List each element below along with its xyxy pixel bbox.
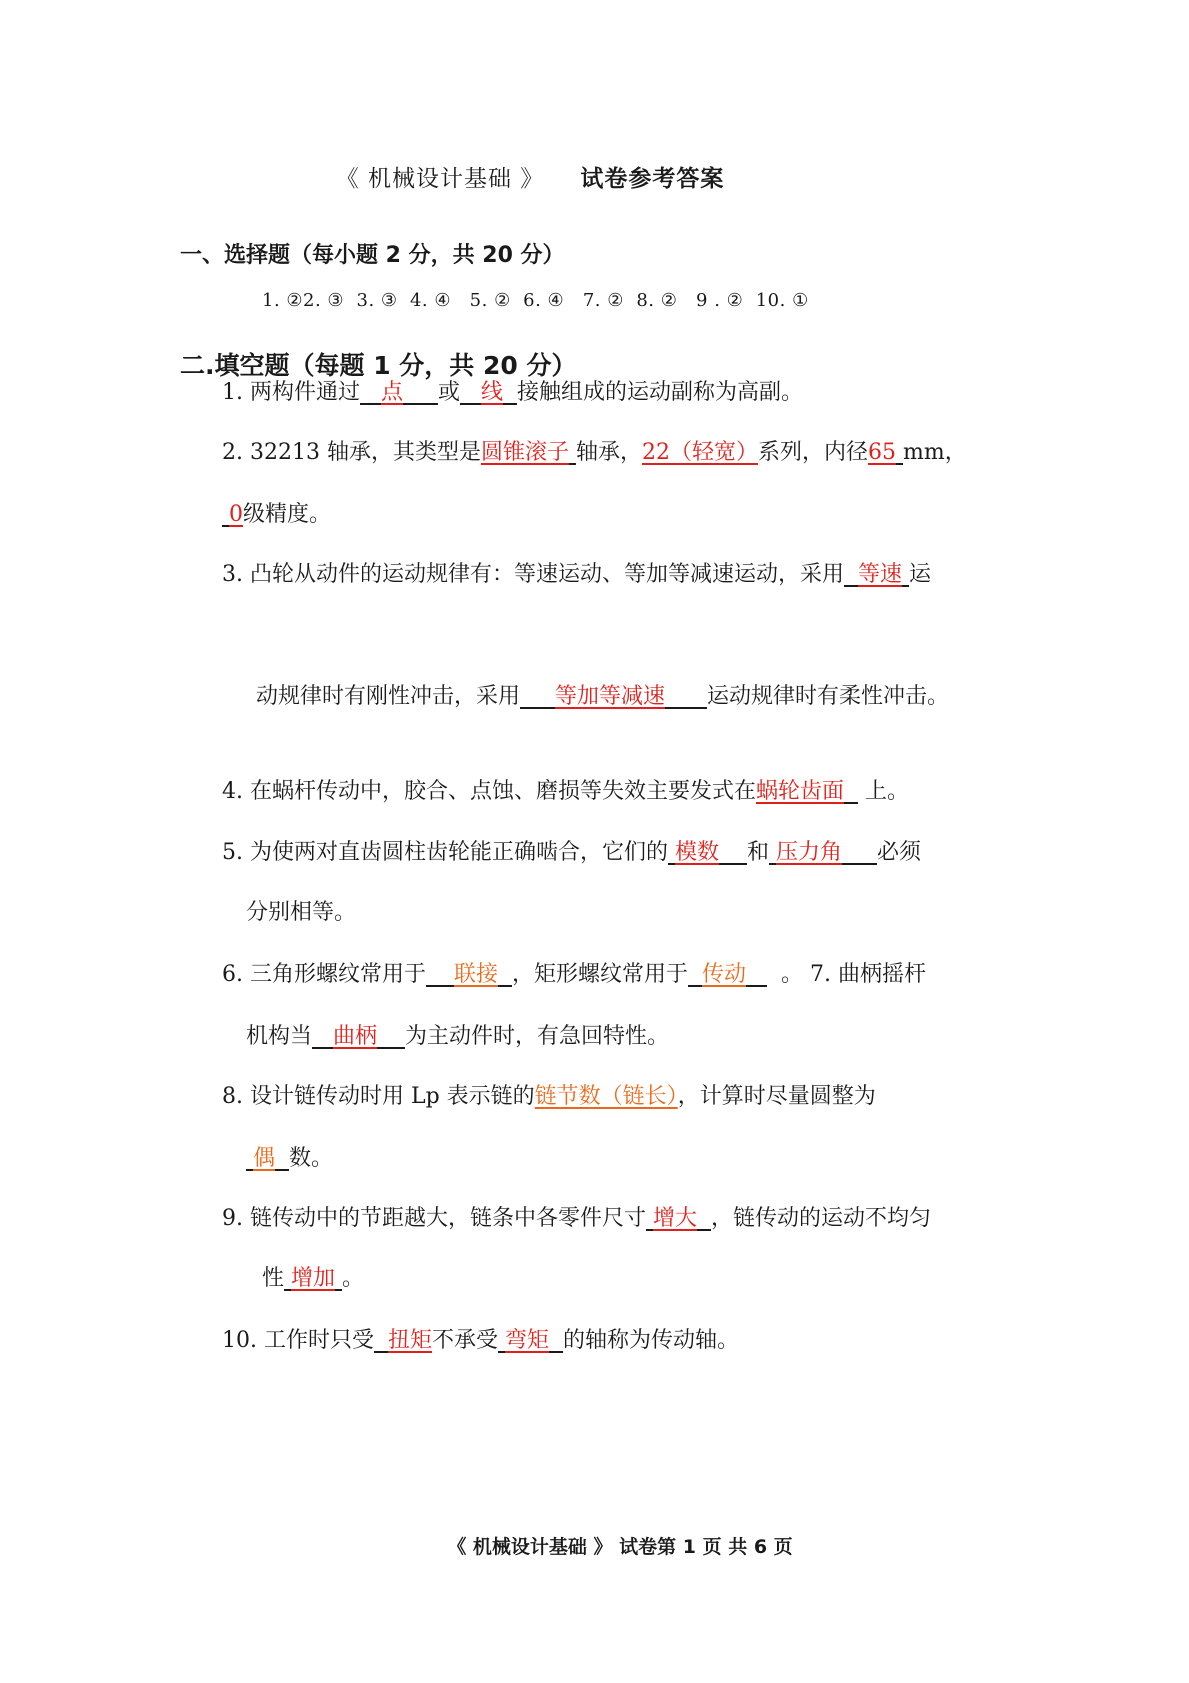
question-10: 10. 工作时只受 扭矩不承受 弯矩 的轴称为传动轴。 [222, 1328, 740, 1353]
document-title [0, 160, 1060, 193]
question-2: 2. 32213 轴承，其类型是圆锥滚子 轴承，22（轻宽）系列，内径65 mm， [222, 440, 967, 465]
answer-10a: 扭矩 [387, 1328, 432, 1353]
course-title: 《 机械设计基础 》 [335, 166, 545, 192]
answer-5a: 模数 [675, 840, 720, 865]
answer-2c: 65 [868, 440, 897, 465]
question-6: 6. 三角形螺纹常用于 联接 ，矩形螺纹常用于 传动 。 7. 曲柄摇杆 [222, 962, 926, 987]
question-7-cont: 机构当 曲柄 为主动件时，有急回特性。 [246, 1024, 670, 1049]
question-4: 4. 在蜗杆传动中，胶合、点蚀、磨损等失效主要发式在蜗轮齿面 上。 [222, 779, 910, 804]
question-3-cont: 动规律时有刚性冲击，采用 等加等减速 运动规律时有柔性冲击。 [256, 684, 949, 709]
answer-9a: 增大 [653, 1206, 698, 1231]
answer-6a: 联接 [453, 962, 498, 987]
answer-1a: 点 [380, 380, 403, 405]
answer-8a: 链节数（链长） [534, 1084, 678, 1109]
answer-7a: 曲柄 [333, 1024, 378, 1049]
answer-2b: 22（轻宽） [642, 440, 758, 465]
answer-5b: 压力角 [776, 840, 843, 865]
question-9-cont: 性 增加 。 [262, 1266, 365, 1291]
question-9: 9. 链传动中的节距越大，链条中各零件尺寸 增大 ，链传动的运动不均匀 [222, 1206, 932, 1231]
section1-heading: 一、选择题（每小题 2 分，共 20 分） [180, 243, 565, 268]
answer-10b: 弯矩 [505, 1328, 550, 1353]
page-footer: 《 机械设计基础 》 试卷第 1 页 共 6 页 [447, 1536, 793, 1558]
answer-9b: 增加 [291, 1266, 336, 1291]
section2-heading: 二.填空题（每题 1 分，共 20 分） [180, 351, 577, 380]
question-8: 8. 设计链传动时用 Lp 表示链的链节数（链长），计算时尽量圆整为 [222, 1084, 876, 1109]
question-3: 3. 凸轮从动件的运动规律有：等速运动、等加等减速运动，采用 等速 运 [222, 562, 932, 587]
question-5-cont: 分别相等。 [246, 900, 357, 925]
answer-4a: 蜗轮齿面 [756, 779, 845, 804]
answer-3b: 等加等减速 [554, 684, 665, 709]
mcq-answers: 1. ②2. ③ 3. ③ 4. ④ 5. ② 6. ④ 7. ② 8. ② 9 . ② 10. ① [262, 290, 809, 311]
question-2-cont: 0级精度。 [229, 502, 332, 527]
answer-1b: 线 [480, 380, 503, 405]
answer-2a: 圆锥滚子 [480, 440, 569, 465]
question-1: 1. 两构件通过 点 或 线 接触组成的运动副称为高副。 [222, 380, 803, 405]
title-subtitle: 试卷参考答案 [580, 166, 725, 192]
answer-3a: 等速 [858, 562, 903, 587]
answer-6b: 传动 [702, 962, 747, 987]
answer-8b: 偶 [253, 1146, 276, 1171]
question-8-cont: 偶 数。 [253, 1146, 334, 1171]
question-5: 5. 为使两对直齿圆柱齿轮能正确啮合，它们的 模数 和 压力角 必须 [222, 840, 922, 865]
answer-2d: 0 [229, 502, 243, 527]
